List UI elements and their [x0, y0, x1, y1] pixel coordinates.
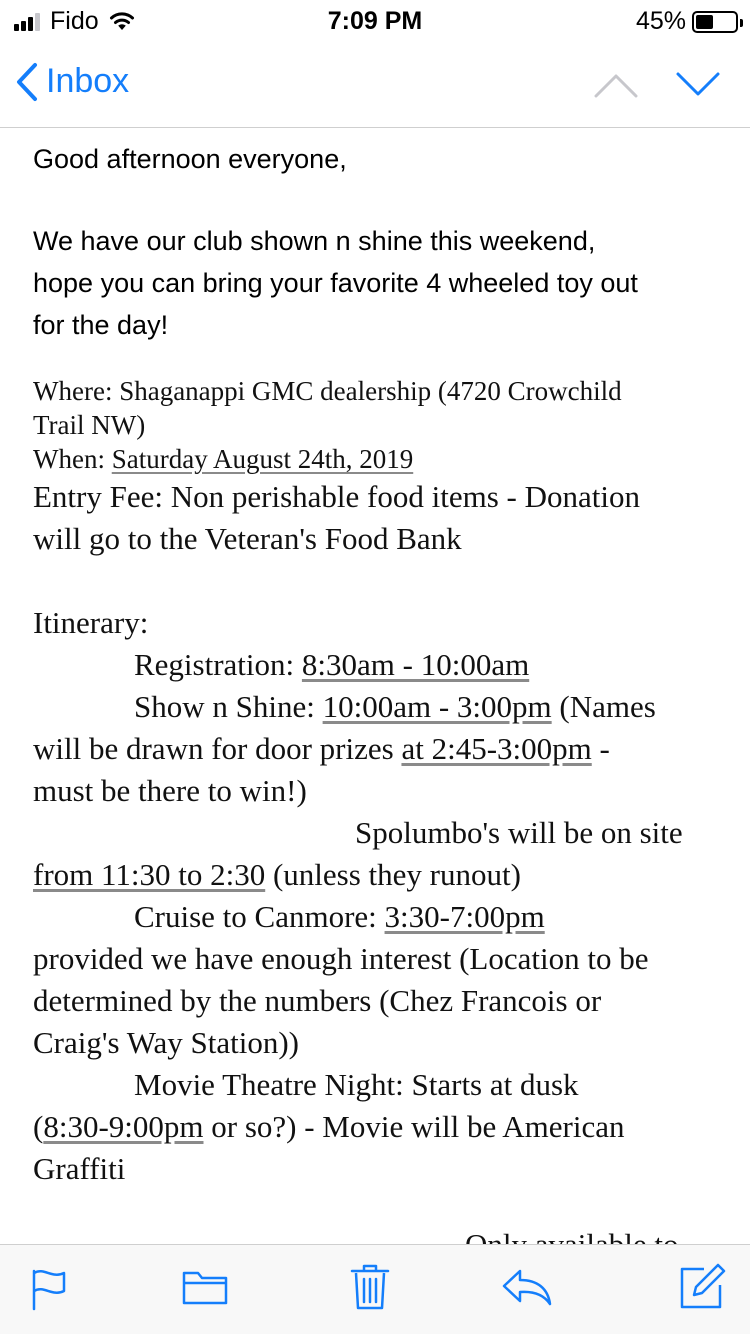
email-body	[33, 128, 723, 1244]
movie-time-line	[33, 1106, 723, 1148]
bottom-toolbar	[0, 1244, 750, 1334]
email-intro-line: for the day!	[33, 310, 169, 340]
entry-fee-line: will go to the Veteran's Food Bank	[33, 521, 462, 556]
date-link[interactable]: Saturday August 24th, 2019	[111, 444, 414, 474]
cruise-detail-line: provided we have enough interest (Location to be	[33, 941, 649, 976]
show-tail: (Names	[551, 689, 656, 724]
when-label: When:	[33, 444, 112, 474]
compose-icon[interactable]	[678, 1263, 726, 1311]
email-intro-line: We have our club shown n shine this weekend,	[33, 226, 596, 256]
where-line: Where: Shaganappi GMC dealership (4720 Crowchild	[33, 376, 622, 406]
flag-icon[interactable]	[30, 1267, 70, 1311]
email-greeting: Good afternoon everyone,	[33, 144, 347, 174]
cruise-label: Cruise to Canmore:	[134, 899, 385, 934]
registration-label: Registration:	[134, 647, 302, 682]
spolumbo-time-link[interactable]: from 11:30 to 2:30	[33, 857, 266, 892]
registration-time-link[interactable]: 8:30am - 10:00am	[301, 647, 530, 682]
carrier-name: Fido	[50, 6, 99, 35]
back-button[interactable]	[16, 62, 129, 101]
spolumbo-line: Spolumbo's will be on site	[355, 815, 683, 850]
itinerary-heading: Itinerary:	[33, 605, 149, 640]
movie-pre: (	[33, 1109, 44, 1144]
reply-icon[interactable]	[500, 1267, 554, 1307]
show-time-link[interactable]: 10:00am - 3:00pm	[322, 689, 552, 724]
prizes-line: must be there to win!)	[33, 773, 307, 808]
prizes-time-link[interactable]: at 2:45-3:00pm	[401, 731, 592, 766]
email-intro-line: hope you can bring your favorite 4 wheeled toy out	[33, 268, 638, 298]
back-label: Inbox	[46, 62, 130, 100]
next-message-button[interactable]	[676, 72, 720, 98]
show-label: Show n Shine:	[134, 689, 323, 724]
folder-icon[interactable]	[182, 1267, 228, 1305]
clock: 7:09 PM	[327, 7, 423, 35]
movie-time-link[interactable]: 8:30-9:00pm	[43, 1109, 204, 1144]
movie-line: Movie Theatre Night: Starts at dusk	[134, 1067, 579, 1102]
status-bar	[0, 0, 750, 40]
spolumbo-post: (unless they runout)	[265, 857, 521, 892]
cruise-line	[33, 896, 723, 938]
trash-icon[interactable]	[350, 1263, 390, 1311]
prizes-post: -	[591, 731, 610, 766]
cruise-detail-line: Craig's Way Station))	[33, 1025, 299, 1060]
prizes-text: will be drawn for door prizes	[33, 731, 402, 766]
registration-line	[33, 644, 723, 686]
cruise-time-link[interactable]: 3:30-7:00pm	[384, 899, 545, 934]
nav-bar	[0, 40, 750, 128]
when-line	[33, 442, 723, 476]
chevron-left-icon	[16, 63, 38, 101]
show-line	[33, 686, 723, 728]
cruise-detail-line: determined by the numbers (Chez Francois or	[33, 983, 602, 1018]
previous-message-button[interactable]	[594, 72, 638, 98]
where-line: Trail NW)	[33, 410, 146, 440]
entry-fee-line: Entry Fee: Non perishable food items - Donation	[33, 479, 640, 514]
spolumbo-time-line	[33, 854, 723, 896]
movie-post: or so?) - Movie will be American	[203, 1109, 625, 1144]
battery-percentage: 45%	[635, 7, 686, 35]
battery-icon	[692, 11, 738, 33]
prizes-line	[33, 728, 723, 770]
movie-title-line: Graffiti	[33, 1151, 126, 1186]
